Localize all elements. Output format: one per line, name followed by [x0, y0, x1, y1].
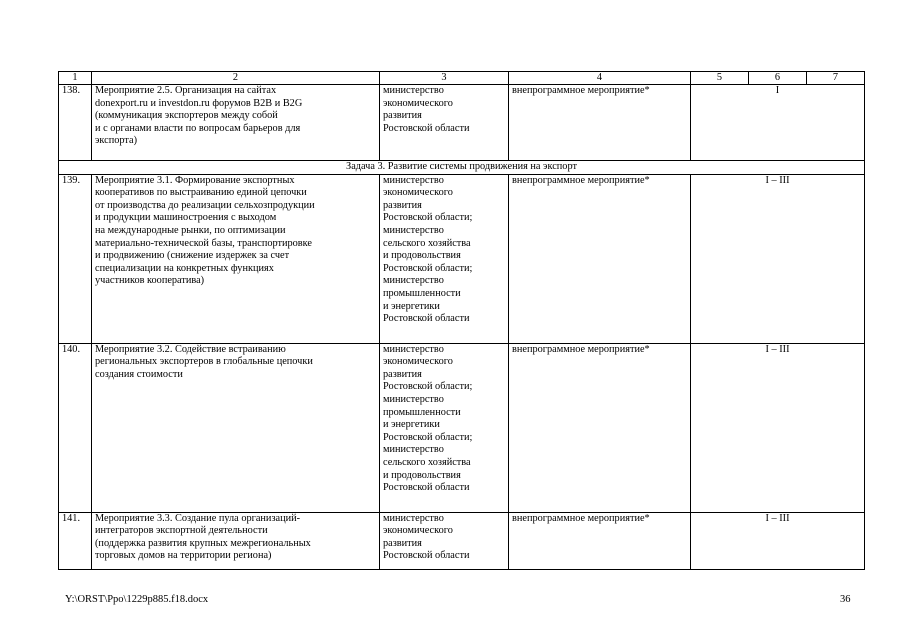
executor-cell: министерство экономического развития Ростовской области; министерство промышленности и энергетики Ростовской области; министерство сельского хозяйства и продовольствия Ростовской области: [380, 343, 509, 512]
header-cell: 4: [509, 72, 691, 85]
file-path-footer: Y:\ORST\Ppo\1229p885.f18.docx: [65, 594, 209, 605]
activity-cell: Мероприятие 3.1. Формирование экспортных кооперативов по выстраиванию единой цепочки от производства до реализации сельхозпродукции и продукции машиностроения с выходом на международные рынки, по оптимизации материально-технической базы, транспортировке и продвижению (снижение издержек за счет специализации на конкретных функциях участников кооператива): [92, 174, 380, 343]
source-cell: внепрограммное мероприятие*: [509, 174, 691, 343]
executor-cell: министерство экономического развития Ростовской области; министерство сельского хозяйства и продовольствия Ростовской области; министерство промышленности и энергетики Ростовской области: [380, 174, 509, 343]
period-cell: I – III: [691, 512, 865, 569]
task-row: [59, 161, 865, 175]
row-number: 138.: [59, 85, 92, 161]
measures-table: [58, 71, 865, 570]
table-row: [59, 174, 865, 343]
task-heading: Задача 3. Развитие системы продвижения на экспорт: [59, 161, 865, 175]
source-cell: внепрограммное мероприятие*: [509, 343, 691, 512]
table-row: [59, 512, 865, 569]
activity-cell: Мероприятие 3.2. Содействие встраиванию региональных экспортеров в глобальные цепочки создания стоимости: [92, 343, 380, 512]
source-cell: внепрограммное мероприятие*: [509, 85, 691, 161]
header-cell: 5: [691, 72, 749, 85]
header-cell: 7: [807, 72, 865, 85]
header-cell: 2: [92, 72, 380, 85]
header-cell: 3: [380, 72, 509, 85]
header-cell: 1: [59, 72, 92, 85]
table-row: [59, 85, 865, 161]
period-cell: I: [691, 85, 865, 161]
table-header-row: [59, 72, 865, 85]
table-row: [59, 343, 865, 512]
page-number: 36: [840, 594, 851, 605]
row-number: 140.: [59, 343, 92, 512]
row-number: 139.: [59, 174, 92, 343]
row-number: 141.: [59, 512, 92, 569]
executor-cell: министерство экономического развития Ростовской области: [380, 85, 509, 161]
period-cell: I – III: [691, 174, 865, 343]
period-cell: I – III: [691, 343, 865, 512]
activity-cell: Мероприятие 3.3. Создание пула организаций- интеграторов экспортной деятельности (поддержка развития крупных межрегиональных торговых домов на территории региона): [92, 512, 380, 569]
source-cell: внепрограммное мероприятие*: [509, 512, 691, 569]
header-cell: 6: [749, 72, 807, 85]
activity-cell: Мероприятие 2.5. Организация на сайтах donexport.ru и investdon.ru форумов B2B и B2G (коммуникация экспортеров между собой и с органами власти по вопросам барьеров для экспорта): [92, 85, 380, 161]
executor-cell: министерство экономического развития Ростовской области: [380, 512, 509, 569]
